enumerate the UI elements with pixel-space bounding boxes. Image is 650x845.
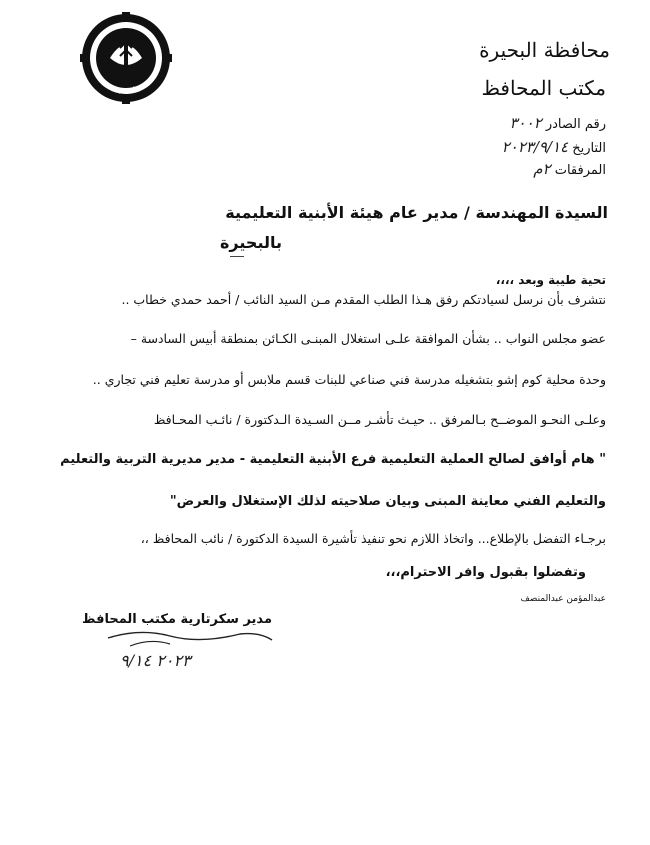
recipient-line: السيدة المهندسة / مدير عام هيئة الأبنية التعليمية (225, 203, 608, 222)
paragraph-line-2: عضو مجلس النواب .. بشأن الموافقة علـى استغلال المبنـى الكـائن بمنطقة أبيس السادسة – (130, 331, 606, 346)
office-heading: مكتب المحافظ (481, 76, 606, 100)
request-line: برجـاء التفضل بالإطلاع... واتخاذ اللازم نحو تنفيذ تأشيرة السيدة الدكتورة / نائب المحافظ ،، (140, 531, 606, 546)
paragraph-line-4: وعلـى النحـو الموضــح بـالمرفق .. حيـث تأشـر مــن السـيدة الـدكتورة / نائـب المحـافظ (153, 412, 606, 427)
quoted-instruction-line-2: والتعليم الفني معاينة المبنى وبيان صلاحيته لذلك الإستغلال والعرض" (169, 494, 606, 509)
greeting: تحية طيبة وبعد ،،،، (495, 273, 606, 287)
date-label: التاريخ (572, 141, 606, 156)
governorate-heading: محافظة البحيرة (479, 38, 610, 62)
signature-date: ٢٠٢٣ ٩/١٤ (120, 651, 191, 670)
ref-number-line (509, 114, 606, 132)
handwritten-signature (100, 626, 280, 676)
date-value: ٢٠٢٣/٩/١٤ (501, 138, 569, 156)
paragraph-line-3: وحدة محلية كوم إشو بتشغيله مدرسة فني صناعي للبنات قسم ملابس أو مدرسة تعليم فني تجاري .. (92, 372, 606, 387)
closing-line: وتفضلوا بقبول وافر الاحترام،،، (385, 565, 586, 580)
divider (230, 256, 244, 257)
signer-title: مدير سكرتارية مكتب المحافظ (82, 612, 272, 627)
attachments-value: ٢م (533, 160, 551, 178)
ref-value: ٣٠٠٢ (509, 114, 542, 132)
recipient-location: بالبحيرة (219, 233, 282, 252)
date-line (502, 138, 606, 156)
quoted-instruction-line-1: " هام أوافق لصالح العملية التعليمية فرع الأبنية التعليمية - مدير مديرية التربية والتعليم (60, 452, 606, 467)
ref-label: رقم الصادر (545, 117, 606, 132)
logo-text: البحيرة (115, 86, 137, 94)
attachments-label: المرفقات (554, 163, 606, 178)
attachments-line (533, 160, 606, 178)
paragraph-line-1: نتشرف بأن نرسل لسيادتكم رفق هـذا الطلب المقدم مـن السيد النائب / أحمد حمدي خطاب .. (121, 292, 606, 307)
governorate-logo (80, 12, 172, 104)
signer-name: عبدالمؤمن عبدالمنصف (520, 594, 606, 604)
